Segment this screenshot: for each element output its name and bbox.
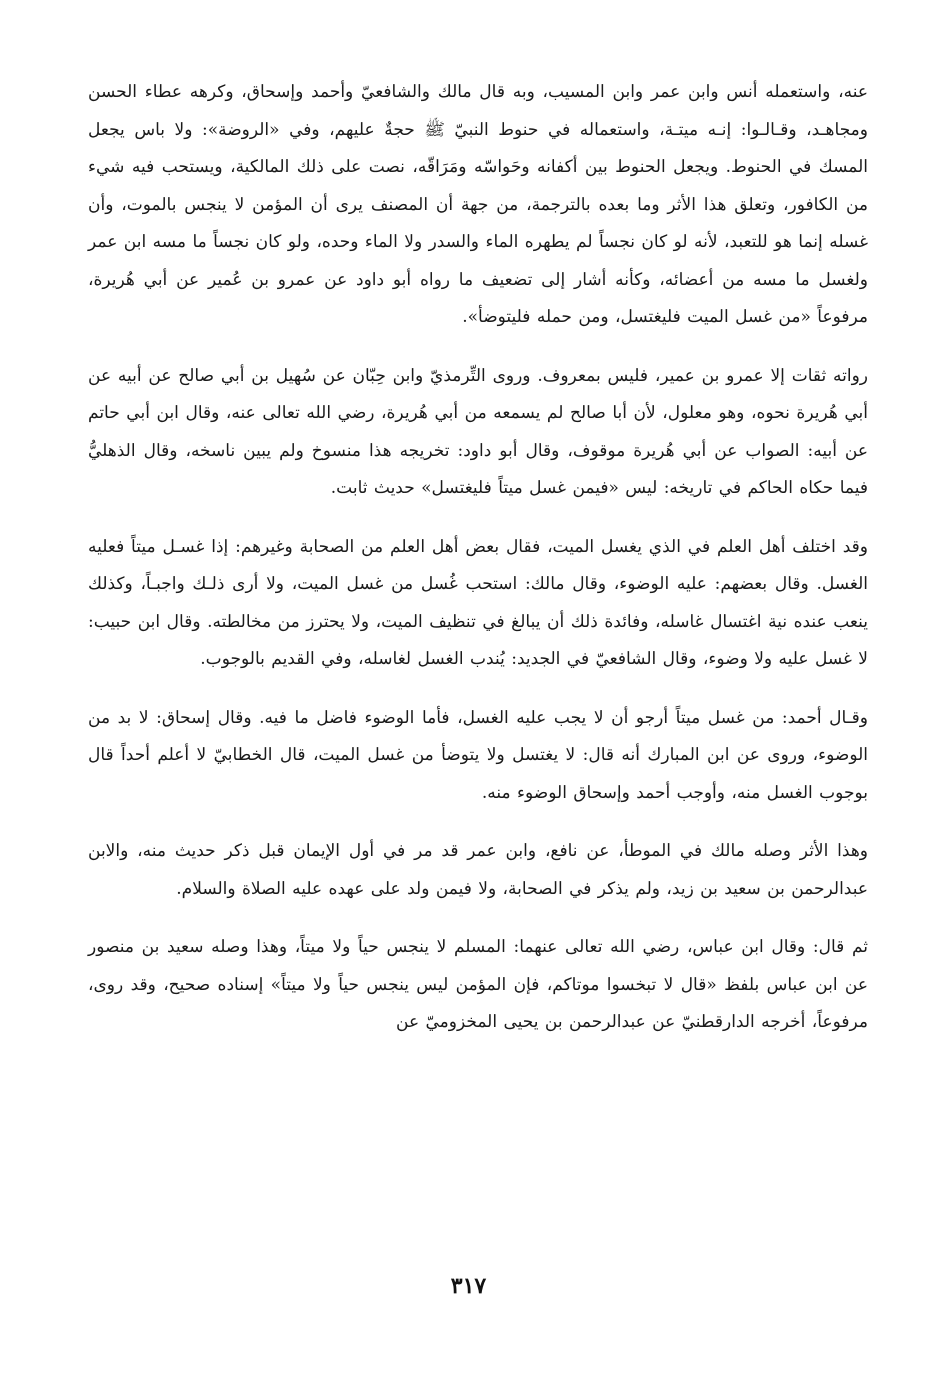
paragraph-4: وقـال أحمد: من غسل ميتاً أرجو أن لا يجب عليه الغسل، فأما الوضوء فاضل ما فيه. وقال إسحاق: لا بد من الوضوء، وروى عن ابن المبارك أنه قال: لا يغتسل ولا يتوضأ من غسل الميت، قال الخطابيّ لا أعلم أحداً قال بوجوب الغسل منه، وأوجب أحمد وإسحاق الوضوء منه. [88, 707, 868, 803]
page-number: ٣١٧ [450, 1273, 487, 1299]
paragraph-2: رواته ثقات إلا عمرو بن عمير، فليس بمعروف. وروى التِّرمذيّ وابن حِبّان عن سُهيل بن أبي صالح عن أبيه عن أبي هُريرة نحوه، وهو معلول، لأن أبا صالح لم يسمعه من أبي هُريرة، رضي الله تعالى عنه، وقال ابن أبي حاتم عن أبيه: الصواب عن أبي هُريرة موقوف، وقال أبو داود: تخريجه هذا منسوخ ولم يبين ناسخه، وقال الذهليُّ فيما حكاه الحاكم في تاريخه: ليس «فيمن غسل ميتاً فليغتسل» حديث ثابت. [88, 365, 868, 498]
paragraph-3: وقد اختلف أهل العلم في الذي يغسل الميت، فقال بعض أهل العلم من الصحابة وغيرهم: إذا غسـل ميتاً فعليه الغسل. وقال بعضهم: عليه الوضوء، وقال مالك: استحب غُسل من غسل الميت، ولا أرى ذلـك واجبـاً، وكذلك ينعب عنده نية اغتسال غاسله، وفائدة ذلك أن يبالغ في تنظيف الميت، ولا يحترز من مخالطته. وقال ابن حبيب: لا غسل عليه ولا وضوء، وقال الشافعيّ في الجديد: يُندب الغسل لغاسله، وفي القديم بالوجوب. [88, 536, 868, 669]
page-body [88, 74, 868, 1042]
paragraph-1: عنه، واستعمله أنس وابن عمر وابن المسيب، وبه قال مالك والشافعيّ وأحمد وإسحاق، وكرهه عطاء الحسن ومجاهـد، وقـالـوا: إنـه ميتـة، واستعماله في حنوط النبيّ ﷺ حجةٌ عليهم، وفي «الروضة»: ولا باس يجعل المسك في الحنوط. ويجعل الحنوط بين أكفانه وحَواسّه ومَرَاقّه، نصت على ذلك المالكية، ويستحب فيه شيء من الكافور، وتعلق هذا الأثر وما بعده بالترجمة، من جهة أن المصنف يرى أن المؤمن لا ينجس بالموت، وأن غسله إنما هو للتعبد، لأنه لو كان نجساً لم يطهره الماء والسدر ولا الماء وحده، ولو كان نجساً ما مسه ابن عمر ولغسل ما مسه من أعضائه، وكأنه أشار إلى تضعيف ما رواه أبو داود عن عمرو بن عُمير عن أبي هُريرة، مرفوعاً «من غسل الميت فليغتسل، ومن حمله فليتوضأ». [88, 82, 868, 327]
paragraph-6: ثم قال: وقال ابن عباس، رضي الله تعالى عنهما: المسلم لا ينجس حياً ولا ميتاً، وهذا وصله سعيد بن منصور عن ابن عباس بلفظ «قال لا تبخسوا موتاكم، فإن المؤمن ليس ينجس حياً ولا ميتاً» إسناده صحيح، وقد روى، مرفوعاً، أخرجه الدارقطنيّ عن عبدالرحمن بن يحيى المخزوميّ عن [88, 937, 868, 1032]
paragraph-5: وهذا الأثر وصله مالك في الموطأ، عن نافع، وابن عمر قد مر في أول الإيمان قبل ذكر حديث منه، والابن عبدالرحمن بن سعيد بن زيد، ولم يذكر في الصحابة، ولا فيمن ولد على عهده عليه الصلاة والسلام. [88, 841, 868, 899]
